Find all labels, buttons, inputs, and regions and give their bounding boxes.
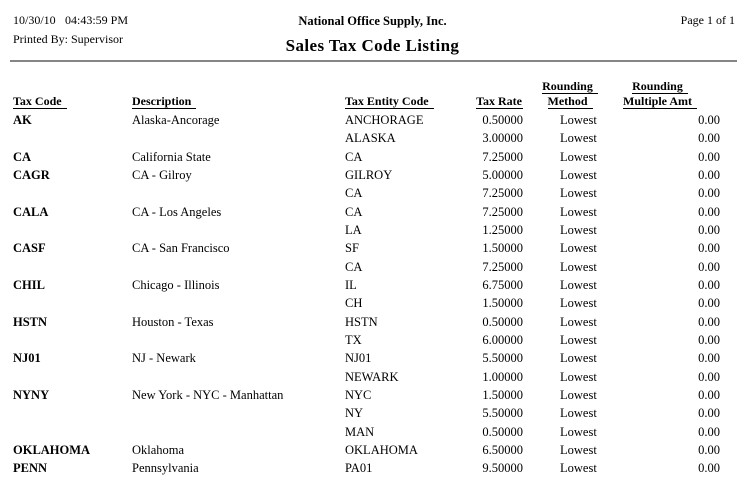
tax-code-cell (13, 224, 132, 242)
rounding-method-cell: Lowest (560, 424, 597, 439)
rounding-method-cell: Lowest (560, 296, 597, 311)
rounding-multiple-amt-cell: 0.00 (698, 387, 720, 402)
tax-code-cell: AK (13, 113, 32, 127)
description-cell: NJ - Newark (132, 351, 196, 366)
rounding-method-cell: Lowest (560, 387, 597, 402)
tax-rate-cell: 1.00000 (482, 369, 523, 384)
tax-entity-code-cell: CH (345, 296, 363, 311)
rounding-multiple-amt-cell: 0.00 (698, 222, 720, 237)
table-row (13, 242, 720, 260)
tax-rate-cell: 7.25000 (482, 204, 523, 219)
tax-code-cell (13, 297, 132, 315)
spacer-cell (523, 444, 560, 462)
tax-code-cell: HSTN (13, 314, 48, 329)
tax-code-cell: PENN (13, 461, 48, 476)
rounding-method-cell: Lowest (560, 186, 597, 201)
spacer-cell (523, 407, 560, 425)
description-cell (132, 132, 345, 150)
rounding-method-cell: Lowest (560, 314, 597, 329)
spacer-cell (523, 297, 560, 315)
spacer-cell (523, 151, 560, 169)
rounding-multiple-amt-cell: 0.00 (698, 406, 720, 421)
table-row (13, 206, 720, 224)
tax-rate-cell: 1.25000 (482, 222, 523, 237)
description-cell: Alaska-Ancorage (132, 113, 220, 127)
spacer-cell (523, 206, 560, 224)
spacer-cell (523, 371, 560, 389)
tax-entity-code-cell: TX (345, 332, 362, 347)
tax-entity-code-cell: CA (345, 259, 363, 274)
description-cell: CA - Gilroy (132, 167, 192, 182)
tax-code-cell: OKLAHOMA (13, 442, 91, 457)
table-row (13, 279, 720, 297)
tax-code-cell (13, 132, 132, 150)
spacer-cell (523, 132, 560, 150)
rounding-method-cell: Lowest (560, 204, 597, 219)
printed-by-label: Printed By: Supervisor (13, 32, 123, 46)
spacer-cell (523, 114, 560, 132)
tax-entity-code-cell: GILROY (345, 167, 393, 182)
rounding-method-cell: Lowest (560, 222, 597, 237)
tax-code-cell: NYNY (13, 387, 50, 402)
tax-code-cell: CALA (13, 204, 49, 219)
tax-code-cell (13, 261, 132, 279)
description-cell: Chicago - Illinois (132, 277, 220, 292)
description-cell: CA - Los Angeles (132, 204, 222, 219)
header-divider (10, 60, 737, 62)
tax-entity-code-cell: PA01 (345, 461, 373, 476)
tax-rate-cell: 5.50000 (482, 351, 523, 366)
tax-entity-code-cell: HSTN (345, 314, 378, 329)
tax-entity-code-cell: SF (345, 241, 359, 256)
tax-entity-code-cell: ANCHORAGE (345, 113, 424, 127)
column-header-tax-rate: Tax Rate (476, 94, 522, 108)
tax-entity-code-cell: OKLAHOMA (345, 442, 418, 457)
rounding-multiple-amt-cell: 0.00 (698, 296, 720, 311)
tax-code-cell: CHIL (13, 277, 45, 292)
description-cell (132, 187, 345, 205)
tax-rate-cell: 5.00000 (482, 167, 523, 182)
tax-rate-cell: 3.00000 (482, 131, 523, 146)
rounding-method-cell: Lowest (560, 113, 597, 127)
column-header-rounding-method-line2: Method (538, 95, 602, 109)
description-cell: California State (132, 149, 211, 164)
tax-code-cell: NJ01 (13, 351, 41, 366)
description-cell (132, 407, 345, 425)
tax-rate-cell: 7.25000 (482, 149, 523, 164)
tax-entity-code-cell: CA (345, 186, 363, 201)
table-row (13, 426, 720, 444)
printed-time: 04:43:59 PM (65, 13, 129, 27)
rounding-multiple-amt-cell: 0.00 (698, 259, 720, 274)
spacer-cell (523, 462, 560, 480)
tax-entity-code-cell: CA (345, 149, 363, 164)
tax-entity-code-cell: NY (345, 406, 364, 421)
tax-entity-code-cell: LA (345, 222, 362, 237)
table-row (13, 151, 720, 169)
tax-rate-cell: 9.50000 (482, 461, 523, 476)
rounding-multiple-amt-cell: 0.00 (698, 369, 720, 384)
spacer-cell (523, 169, 560, 187)
spacer-cell (523, 426, 560, 444)
column-header-description: Description (132, 95, 196, 109)
table-row (13, 462, 720, 480)
rounding-method-cell: Lowest (560, 167, 597, 182)
tax-entity-code-cell: IL (345, 277, 357, 292)
tax-code-cell: CAGR (13, 167, 50, 182)
tax-entity-code-cell: MAN (345, 424, 375, 439)
description-cell (132, 334, 345, 352)
rounding-multiple-amt-cell: 0.00 (698, 314, 720, 329)
rounding-multiple-amt-cell: 0.00 (698, 204, 720, 219)
table-row (13, 169, 720, 187)
spacer-cell (523, 187, 560, 205)
rounding-method-cell: Lowest (560, 131, 597, 146)
description-cell: Houston - Texas (132, 314, 214, 329)
description-cell (132, 261, 345, 279)
table-row (13, 114, 720, 132)
rounding-method-cell: Lowest (560, 241, 597, 256)
tax-code-cell: CA (13, 149, 32, 164)
tax-rate-cell: 5.50000 (482, 406, 523, 421)
spacer-cell (523, 334, 560, 352)
table-row (13, 132, 720, 150)
table-row (13, 316, 720, 334)
rounding-multiple-amt-cell: 0.00 (698, 277, 720, 292)
tax-code-cell: CASF (13, 241, 46, 256)
description-cell: New York - NYC - Manhattan (132, 387, 284, 402)
table-row (13, 187, 720, 205)
tax-rate-cell: 1.50000 (482, 387, 523, 402)
column-header-rounding-method-line1: Rounding (538, 80, 602, 94)
tax-code-table (13, 114, 720, 481)
tax-entity-code-cell: NJ01 (345, 351, 372, 366)
rounding-method-cell: Lowest (560, 406, 597, 421)
spacer-cell (523, 279, 560, 297)
page-number-label: Page 1 of 1 (680, 13, 735, 27)
table-row (13, 352, 720, 370)
column-header-rounding-multiple-line1: Rounding (608, 80, 712, 94)
table-row (13, 371, 720, 389)
table-row (13, 444, 720, 462)
column-header-tax-entity-code: Tax Entity Code (345, 95, 434, 109)
spacer-cell (523, 224, 560, 242)
column-header-tax-code: Tax Code (13, 95, 67, 109)
tax-rate-cell: 6.75000 (482, 277, 523, 292)
spacer-cell (523, 389, 560, 407)
tax-code-cell (13, 187, 132, 205)
description-cell: CA - San Francisco (132, 241, 230, 256)
rounding-multiple-amt-cell: 0.00 (698, 149, 720, 164)
tax-rate-cell: 6.00000 (482, 332, 523, 347)
tax-rate-cell: 0.50000 (482, 113, 523, 127)
column-header-rounding-multiple-line2: Multiple Amt (608, 95, 712, 109)
rounding-multiple-amt-cell: 0.00 (698, 241, 720, 256)
description-cell (132, 297, 345, 315)
rounding-multiple-amt-cell: 0.00 (698, 351, 720, 366)
table-row (13, 224, 720, 242)
tax-code-cell (13, 426, 132, 444)
spacer-cell (523, 352, 560, 370)
rounding-multiple-amt-cell: 0.00 (698, 131, 720, 146)
tax-rate-cell: 0.50000 (482, 314, 523, 329)
tax-code-cell (13, 334, 132, 352)
tax-entity-code-cell: CA (345, 204, 363, 219)
rounding-multiple-amt-cell: 0.00 (698, 186, 720, 201)
rounding-multiple-amt-cell: 0.00 (698, 461, 720, 476)
tax-rate-cell: 7.25000 (482, 259, 523, 274)
tax-rate-cell: 1.50000 (482, 241, 523, 256)
tax-entity-code-cell: NYC (345, 387, 372, 402)
printed-date: 10/30/10 (13, 13, 56, 27)
description-cell: Pennsylvania (132, 461, 199, 476)
page-title: Sales Tax Code Listing (285, 36, 460, 55)
rounding-multiple-amt-cell: 0.00 (698, 442, 720, 457)
description-cell (132, 371, 345, 389)
company-name: National Office Supply, Inc. (298, 14, 447, 28)
table-row (13, 297, 720, 315)
tax-rate-cell: 6.50000 (482, 442, 523, 457)
tax-rate-cell: 0.50000 (482, 424, 523, 439)
rounding-multiple-amt-cell: 0.00 (698, 332, 720, 347)
spacer-cell (523, 316, 560, 334)
tax-entity-code-cell: ALASKA (345, 131, 396, 146)
rounding-multiple-amt-cell: 0.00 (698, 424, 720, 439)
description-cell (132, 426, 345, 444)
rounding-method-cell: Lowest (560, 259, 597, 274)
description-cell: Oklahoma (132, 442, 185, 457)
rounding-method-cell: Lowest (560, 369, 597, 384)
tax-code-cell (13, 371, 132, 389)
rounding-method-cell: Lowest (560, 442, 597, 457)
rounding-method-cell: Lowest (560, 351, 597, 366)
rounding-method-cell: Lowest (560, 149, 597, 164)
table-row (13, 261, 720, 279)
rounding-method-cell: Lowest (560, 461, 597, 476)
description-cell (132, 224, 345, 242)
spacer-cell (523, 261, 560, 279)
tax-code-cell (13, 407, 132, 425)
table-row (13, 389, 720, 407)
table-row (13, 334, 720, 352)
tax-rate-cell: 1.50000 (482, 296, 523, 311)
table-row (13, 407, 720, 425)
rounding-method-cell: Lowest (560, 332, 597, 347)
rounding-method-cell: Lowest (560, 277, 597, 292)
tax-rate-cell: 7.25000 (482, 186, 523, 201)
spacer-cell (523, 242, 560, 260)
rounding-multiple-amt-cell: 0.00 (698, 167, 720, 182)
rounding-multiple-amt-cell: 0.00 (698, 113, 720, 127)
tax-entity-code-cell: NEWARK (345, 369, 399, 384)
